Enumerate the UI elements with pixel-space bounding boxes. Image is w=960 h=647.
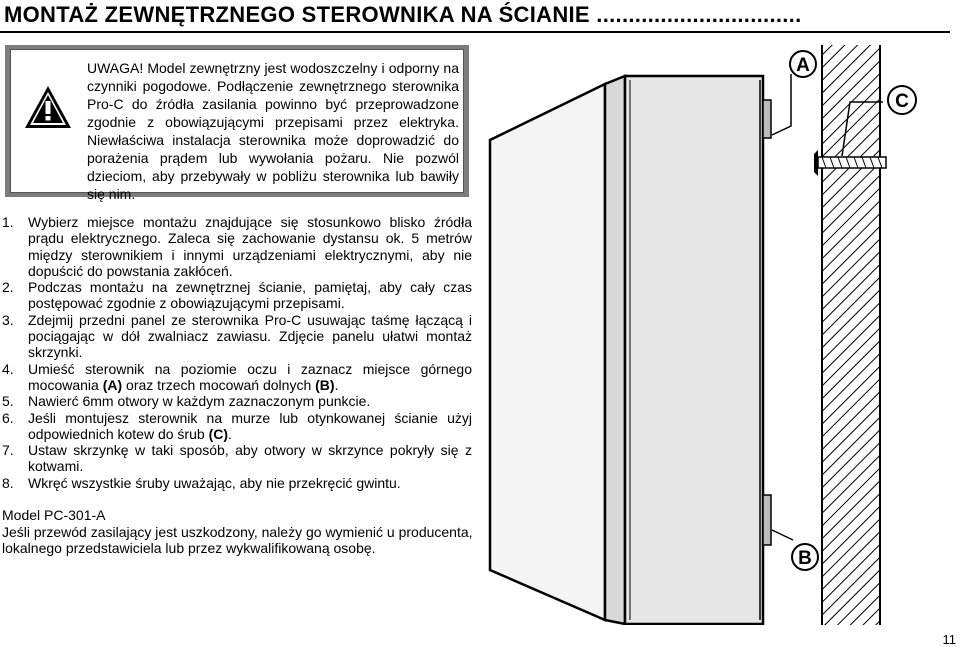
list-item (2, 410, 472, 443)
instruction-list (2, 214, 472, 491)
page-number: 11 (942, 632, 956, 647)
list-item (2, 361, 472, 394)
step-text: Wybierz miejsce montażu znajdujące się stosunkowo blisko źródła prądu elektrycznego. Zaleca się zachowanie dystansu ok. 5 metrów między sterownikiem i innymi urządzeniami elektrycznymi, aby nie dopuścić do powstania zakłóceń. (28, 214, 472, 279)
step-number: 4. (2, 360, 14, 377)
label-a-callout (790, 51, 816, 77)
warning-text: UWAGA! Model zewnętrzny jest wodoszczelny i odporny na czynniki pogodowe. Podłączenie zewnętrznego sterownika Pro-C do źródła zasilania powinno być przeprowadzone zgodnie z obowiązującymi przepisami przez elektryka. Niewłaściwa instalacja sterownika może doprowadzić do porażenia prądem lub wywołania pożaru. Nie pozwól dzieciom, aby przebywały w pobliżu sterownika lub bawiły się nim. (87, 60, 459, 202)
mounting-diagram (480, 40, 960, 625)
step-text (28, 361, 472, 394)
list-item (2, 442, 472, 475)
page-title: MONTAŻ ZEWNĘTRZNEGO STEROWNIKA NA ŚCIANIE ................................ (4, 2, 802, 27)
model-name: Model PC-301-A (2, 507, 106, 523)
wall (822, 45, 880, 625)
step-text-part: . (228, 425, 232, 442)
step-text-part: . (334, 376, 339, 393)
label-c-callout (888, 86, 916, 114)
list-item (2, 393, 472, 409)
step-text: Ustaw skrzynkę w taki sposób, aby otwory w skrzynce pokryły się z kotwami. (28, 442, 472, 475)
mount-label-c: (C) (208, 425, 228, 442)
step-text-part: oraz trzech mocowań dolnych (122, 376, 316, 393)
step-number: 7. (2, 442, 14, 459)
list-item (2, 279, 472, 312)
step-text: Podczas montażu na zewnętrznej ścianie, pamiętaj, aby cały czas postępować zgodnie z obowiązującymi przepisami. (28, 279, 472, 312)
label-b: B (798, 548, 812, 569)
step-text: Zdejmij przedni panel ze sterownika Pro-C usuwając taśmę łączącą i pociągając w dół zwalniacz zawiasu. Zdjęcie panelu ułatwi montaż skrzynki. (28, 311, 472, 361)
step-number: 2. (2, 279, 14, 296)
step-text-part: Jeśli montujesz sterownik na murze lub otynkowanej ścianie użyj odpowiednich kotew do śrub (28, 409, 472, 442)
list-item (2, 312, 472, 361)
step-text (28, 410, 472, 443)
list-item (2, 475, 472, 491)
step-number: 6. (2, 409, 14, 426)
step-number: 5. (2, 393, 14, 410)
step-number: 8. (2, 474, 14, 491)
label-a: A (796, 55, 810, 76)
warning-triangle-icon (23, 84, 73, 130)
step-number: 3. (2, 311, 14, 328)
step-text: Nawierć 6mm otwory w każdym zaznaczonym punkcie. (28, 393, 371, 410)
label-c: C (895, 91, 909, 112)
warning-box-inner (10, 49, 464, 202)
model-note (2, 507, 482, 557)
mount-label-a: (A) (102, 376, 123, 393)
leader-line-a (772, 74, 791, 135)
leader-line-b (772, 530, 793, 540)
list-item (2, 214, 472, 279)
step-text-part: Umieść sterownik na poziomie oczu i zaznacz miejsce górnego mocowania (28, 360, 472, 393)
warning-box (5, 45, 469, 202)
title-underline (0, 31, 950, 33)
label-b-callout (792, 544, 818, 570)
controller-housing (490, 76, 771, 624)
step-number: 1. (2, 214, 14, 230)
model-warning: Jeśli przewód zasilający jest uszkodzony, należy go wymienić u producenta, lokalnego przedstawiciela lub przez wykwalifikowaną osobę. (2, 523, 473, 556)
mount-label-b: (B) (315, 376, 335, 393)
step-text: Wkręć wszystkie śruby uważając, aby nie przekręcić gwintu. (28, 474, 401, 491)
